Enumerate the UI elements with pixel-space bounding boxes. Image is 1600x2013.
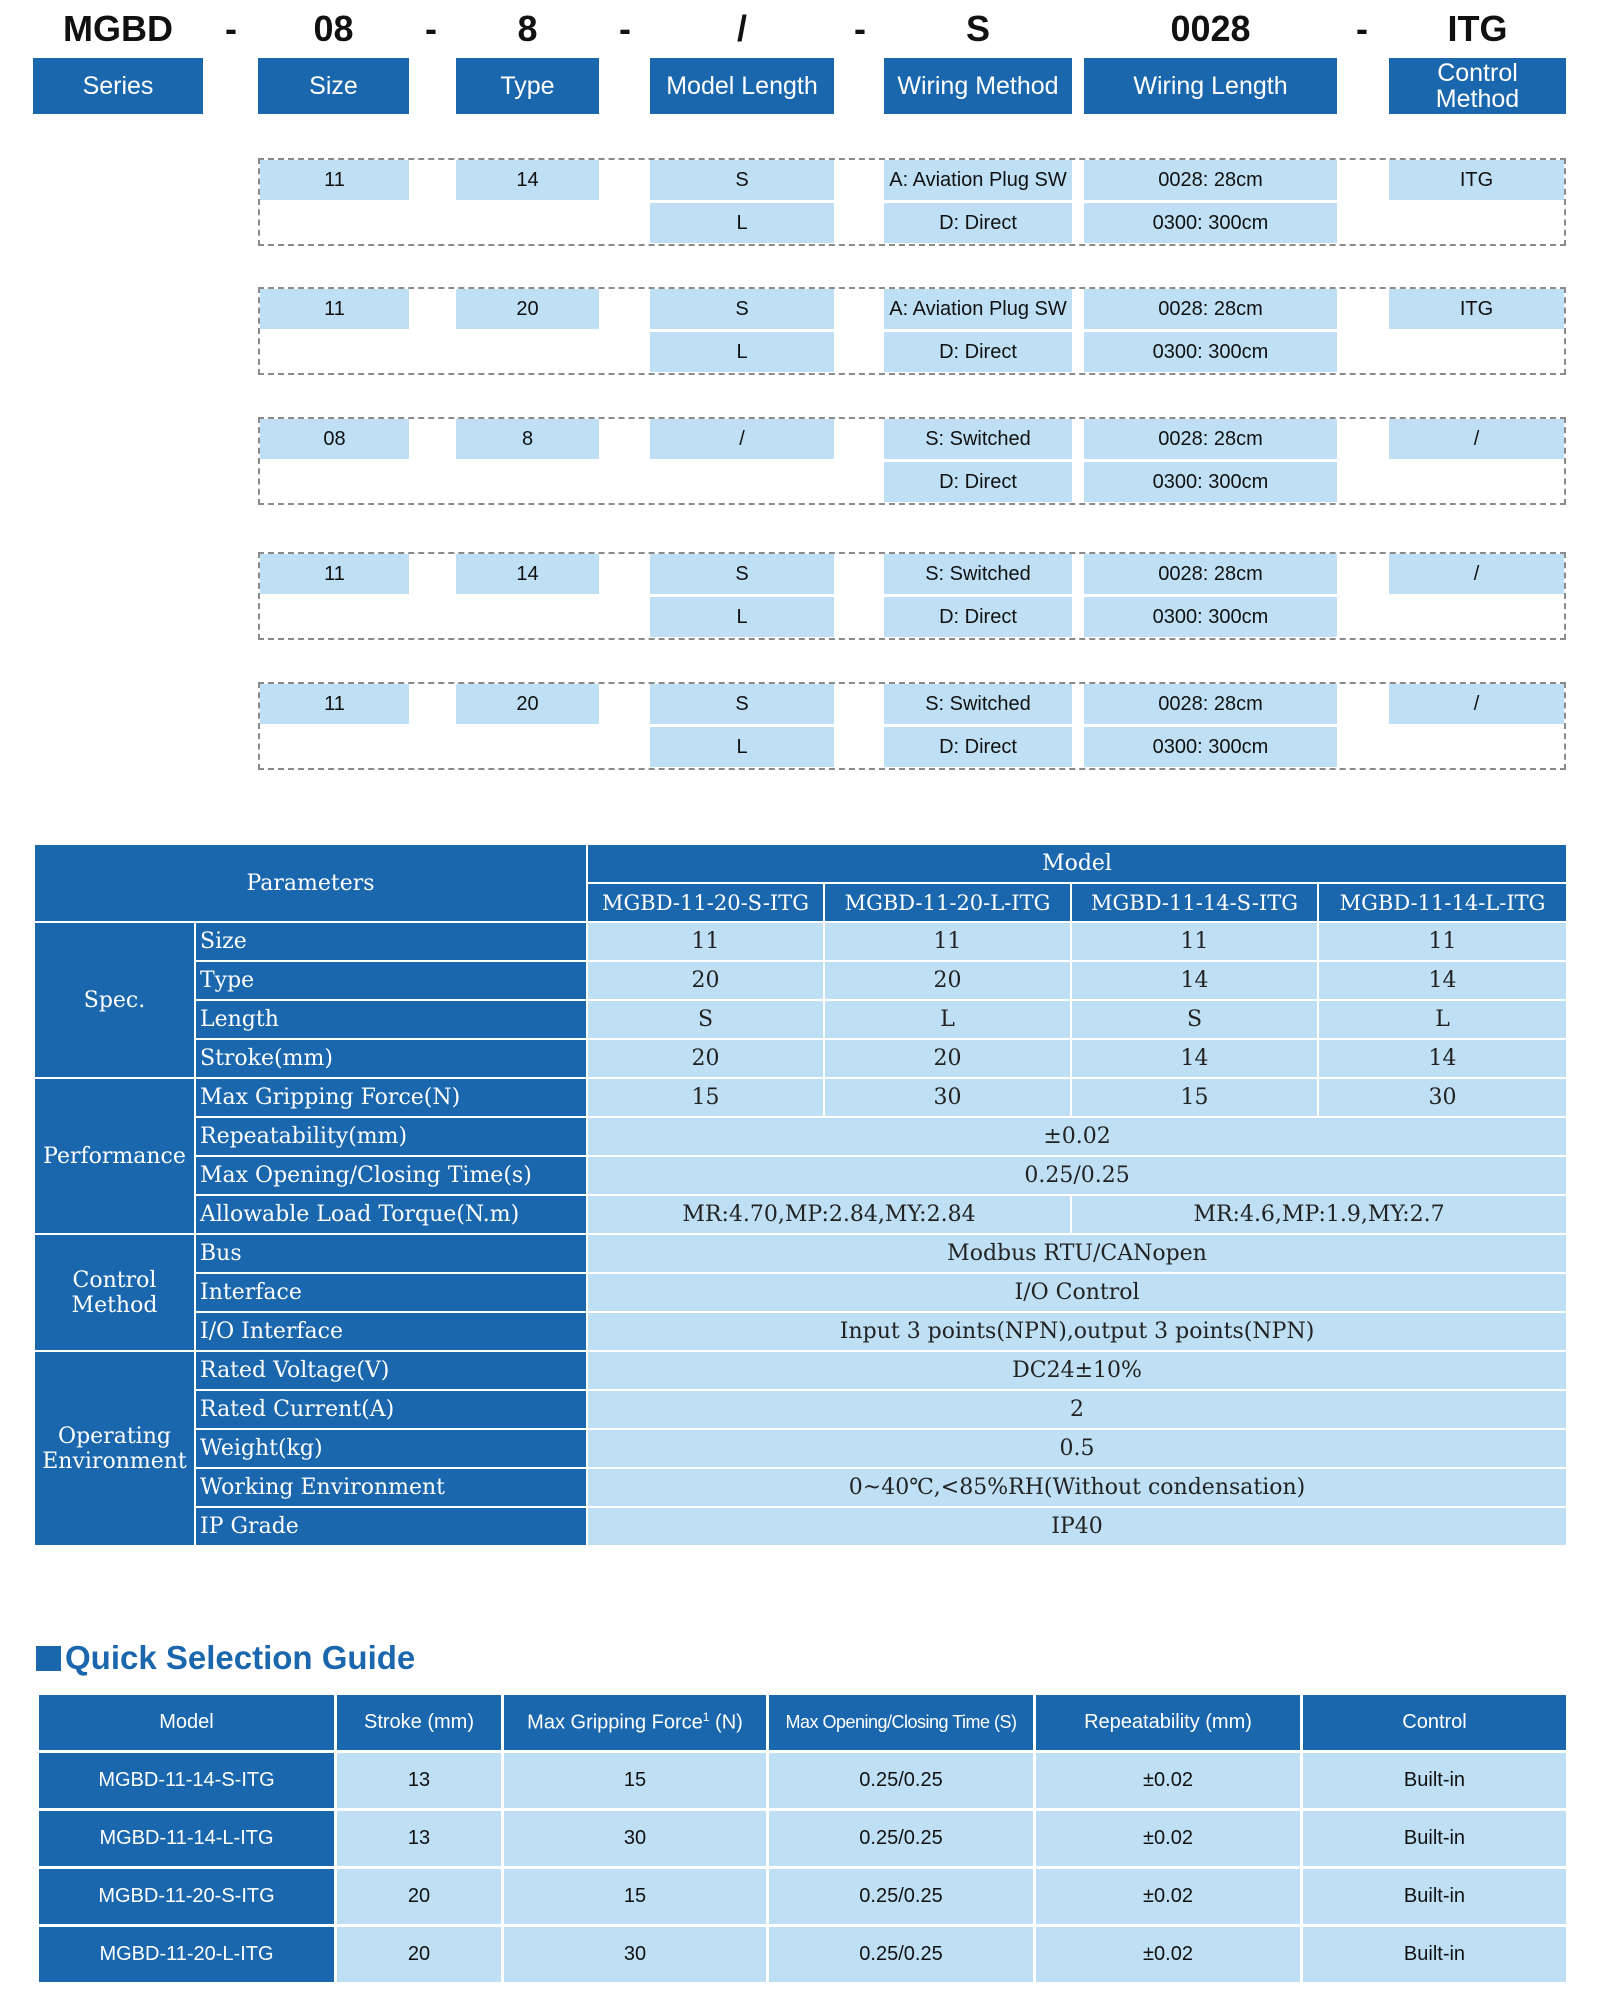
parameters-table [33, 843, 1568, 1547]
qs-header-time: Max Opening/Closing Time (S) [768, 1694, 1035, 1752]
qs-force: 15 [503, 1868, 768, 1926]
param-value: L [824, 1000, 1071, 1039]
option-wiring-length: 0028: 28cm [1084, 554, 1337, 594]
qs-control: Built-in [1302, 1868, 1568, 1926]
param-value: 20 [824, 1039, 1071, 1078]
qs-model: MGBD-11-14-L-ITG [38, 1810, 336, 1868]
code-dash: - [619, 8, 631, 49]
option-control: / [1389, 554, 1564, 594]
header-control-method: Control Method [1389, 58, 1566, 114]
param-value: 30 [824, 1078, 1071, 1117]
code-dash: - [854, 8, 866, 49]
model-name: MGBD-11-20-L-ITG [824, 883, 1071, 922]
option-length: S [650, 160, 834, 200]
category-performance: Performance [34, 1078, 195, 1234]
header-wiring-method: Wiring Method [884, 58, 1072, 114]
param-value: Input 3 points(NPN),output 3 points(NPN) [587, 1312, 1567, 1351]
option-size: 11 [260, 160, 409, 200]
qs-model: MGBD-11-20-S-ITG [38, 1868, 336, 1926]
param-value: 11 [1318, 922, 1567, 961]
option-size: 11 [260, 289, 409, 329]
qs-model: MGBD-11-14-S-ITG [38, 1752, 336, 1810]
option-wiring-length: 0300: 300cm [1084, 462, 1337, 502]
qs-control: Built-in [1302, 1752, 1568, 1810]
table-row [38, 1926, 1568, 1984]
param-value: 14 [1318, 1039, 1567, 1078]
category-spec: Spec. [34, 922, 195, 1078]
qs-force: 30 [503, 1926, 768, 1984]
param-value: 0.5 [587, 1429, 1567, 1468]
param-value: IP40 [587, 1507, 1567, 1546]
param-name: Length [195, 1000, 587, 1039]
qs-header-model: Model [38, 1694, 336, 1752]
header-wiring-length: Wiring Length [1084, 58, 1337, 114]
model-name: MGBD-11-14-S-ITG [1071, 883, 1318, 922]
param-value: ±0.02 [587, 1117, 1567, 1156]
param-value: 20 [824, 961, 1071, 1000]
option-wiring: D: Direct [884, 727, 1072, 767]
param-value: 0.25/0.25 [587, 1156, 1567, 1195]
param-value: 2 [587, 1390, 1567, 1429]
option-wiring-length: 0028: 28cm [1084, 289, 1337, 329]
option-length: S [650, 684, 834, 724]
option-control: ITG [1389, 289, 1564, 329]
code-wiring: S [965, 8, 990, 49]
param-value: 14 [1071, 961, 1318, 1000]
option-size: 11 [260, 684, 409, 724]
option-wiring: A: Aviation Plug SW [884, 160, 1072, 200]
param-value: 30 [1318, 1078, 1567, 1117]
code-dash: - [1356, 8, 1368, 49]
param-name: Interface [195, 1273, 587, 1312]
param-name: Weight(kg) [195, 1429, 587, 1468]
param-value: 14 [1318, 961, 1567, 1000]
param-name: Stroke(mm) [195, 1039, 587, 1078]
option-length: L [650, 332, 834, 372]
option-length: L [650, 203, 834, 243]
option-length: L [650, 727, 834, 767]
qs-repeat: ±0.02 [1035, 1868, 1302, 1926]
code-series: MGBD [63, 8, 173, 49]
param-value: 15 [587, 1078, 824, 1117]
param-name: IP Grade [195, 1507, 587, 1546]
option-wiring: D: Direct [884, 332, 1072, 372]
param-value: 14 [1071, 1039, 1318, 1078]
quick-selection-title-text: Quick Selection Guide [65, 1639, 416, 1676]
param-name: Rated Current(A) [195, 1390, 587, 1429]
qs-time: 0.25/0.25 [768, 1810, 1035, 1868]
option-length: / [650, 419, 834, 459]
param-value: L [1318, 1000, 1567, 1039]
option-wiring-length: 0300: 300cm [1084, 597, 1337, 637]
param-name: Type [195, 961, 587, 1000]
code-control: ITG [1447, 8, 1508, 49]
option-wiring-length: 0300: 300cm [1084, 203, 1337, 243]
qs-repeat: ±0.02 [1035, 1810, 1302, 1868]
param-name: Max Opening/Closing Time(s) [195, 1156, 587, 1195]
qs-time: 0.25/0.25 [768, 1926, 1035, 1984]
param-value: S [587, 1000, 824, 1039]
table-row [38, 1868, 1568, 1926]
header-model-length: Model Length [650, 58, 834, 114]
qs-stroke: 20 [336, 1868, 503, 1926]
option-wiring-length: 0028: 28cm [1084, 160, 1337, 200]
option-control: ITG [1389, 160, 1564, 200]
param-value: MR:4.70,MP:2.84,MY:2.84 [587, 1195, 1071, 1234]
option-wiring-length: 0028: 28cm [1084, 419, 1337, 459]
model-name: MGBD-11-14-L-ITG [1318, 883, 1567, 922]
option-type: 14 [456, 160, 599, 200]
option-length: S [650, 289, 834, 329]
param-value: 11 [824, 922, 1071, 961]
param-name: Max Gripping Force(N) [195, 1078, 587, 1117]
option-wiring: A: Aviation Plug SW [884, 289, 1072, 329]
header-series: Series [33, 58, 203, 114]
qs-time: 0.25/0.25 [768, 1752, 1035, 1810]
qs-time: 0.25/0.25 [768, 1868, 1035, 1926]
square-bullet-icon [36, 1646, 61, 1671]
param-value: 15 [1071, 1078, 1318, 1117]
parameters-header: Parameters [34, 844, 587, 922]
qs-stroke: 13 [336, 1752, 503, 1810]
qs-header-stroke: Stroke (mm) [336, 1694, 503, 1752]
model-name: MGBD-11-20-S-ITG [587, 883, 824, 922]
option-length: L [650, 597, 834, 637]
option-type: 14 [456, 554, 599, 594]
param-value: 11 [1071, 922, 1318, 961]
qs-repeat: ±0.02 [1035, 1926, 1302, 1984]
code-length: / [736, 8, 747, 49]
option-type: 8 [456, 419, 599, 459]
qs-header-force: Max Gripping Force$^1$ (N) [503, 1694, 768, 1752]
qs-force: 15 [503, 1752, 768, 1810]
option-wiring: D: Direct [884, 462, 1072, 502]
option-wiring: D: Direct [884, 203, 1072, 243]
header-type: Type [456, 58, 599, 114]
code-wiring-length: 0028 [1170, 8, 1251, 49]
qs-repeat: ±0.02 [1035, 1752, 1302, 1810]
quick-selection-title [36, 1638, 415, 1678]
param-name: Working Environment [195, 1468, 587, 1507]
param-name: I/O Interface [195, 1312, 587, 1351]
option-length: S [650, 554, 834, 594]
param-name: Size [195, 922, 587, 961]
param-value: Modbus RTU/CANopen [587, 1234, 1567, 1273]
qs-force: 30 [503, 1810, 768, 1868]
param-name: Rated Voltage(V) [195, 1351, 587, 1390]
param-value: S [1071, 1000, 1318, 1039]
param-value: 11 [587, 922, 824, 961]
category-operating-environment: Operating Environment [34, 1351, 195, 1546]
option-wiring: S: Switched [884, 554, 1072, 594]
code-type: 8 [517, 8, 538, 49]
param-value: I/O Control [587, 1273, 1567, 1312]
option-size: 11 [260, 554, 409, 594]
option-wiring-length: 0300: 300cm [1084, 332, 1337, 372]
qs-model: MGBD-11-20-L-ITG [38, 1926, 336, 1984]
param-name: Repeatability(mm) [195, 1117, 587, 1156]
table-row [38, 1752, 1568, 1810]
code-size: 08 [313, 8, 354, 49]
option-wiring: S: Switched [884, 419, 1072, 459]
param-value: MR:4.6,MP:1.9,MY:2.7 [1071, 1195, 1567, 1234]
model-header: Model [587, 844, 1567, 883]
qs-header-repeat: Repeatability (mm) [1035, 1694, 1302, 1752]
param-value: 20 [587, 961, 824, 1000]
code-dash: - [225, 8, 237, 49]
qs-stroke: 13 [336, 1810, 503, 1868]
param-name: Allowable Load Torque(N.m) [195, 1195, 587, 1234]
option-wiring-length: 0028: 28cm [1084, 684, 1337, 724]
param-value: 20 [587, 1039, 824, 1078]
param-name: Bus [195, 1234, 587, 1273]
qs-stroke: 20 [336, 1926, 503, 1984]
option-type: 20 [456, 289, 599, 329]
quick-selection-table [36, 1692, 1569, 1985]
param-value: 0~40℃,<85%RH(Without condensation) [587, 1468, 1567, 1507]
option-wiring-length: 0300: 300cm [1084, 727, 1337, 767]
table-row [38, 1810, 1568, 1868]
option-control: / [1389, 419, 1564, 459]
header-size: Size [258, 58, 409, 114]
qs-control: Built-in [1302, 1810, 1568, 1868]
option-size: 08 [260, 419, 409, 459]
option-control: / [1389, 684, 1564, 724]
code-dash: - [425, 8, 437, 49]
option-wiring: D: Direct [884, 597, 1072, 637]
qs-header-control: Control [1302, 1694, 1568, 1752]
category-control-method: Control Method [34, 1234, 195, 1351]
param-value: DC24±10% [587, 1351, 1567, 1390]
option-type: 20 [456, 684, 599, 724]
option-wiring: S: Switched [884, 684, 1072, 724]
qs-control: Built-in [1302, 1926, 1568, 1984]
